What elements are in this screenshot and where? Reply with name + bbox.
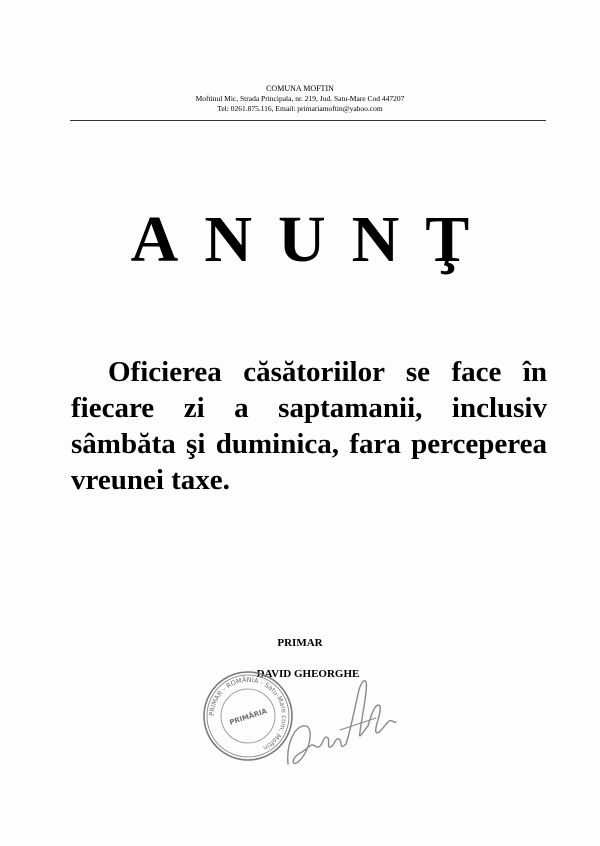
announcement-body (71, 354, 547, 498)
stamp-outer-text: PRIMAR - ROMÂNIA - Satu-Mare com. Moftin (207, 675, 289, 752)
signatory-title: PRIMAR (277, 637, 323, 649)
handwritten-signature (280, 672, 400, 782)
letterhead-contact: Tel: 0261.875.116, Email: primariamoftin@yahoo.com (217, 104, 383, 113)
header-divider (70, 120, 546, 121)
signatory-name: DAVID GHEORGHE (256, 668, 360, 680)
letterhead-org: COMUNA MOFTIN (266, 84, 334, 93)
stamp-inner-text: PRIMĂRIA (228, 707, 269, 727)
document-title: ANUNŢ (130, 203, 496, 276)
letterhead (0, 84, 600, 114)
announcement-paragraph: Oficierea căsătoriilor se face în fiecare zi a saptamanii, inclusiv sâmbăta şi duminica, fara perceperea vreunei taxe. (71, 356, 547, 496)
letterhead-address: Moftinul Mic, Strada Principala, nr. 219, Jud. Satu-Mare Cod 447207 (195, 94, 405, 103)
